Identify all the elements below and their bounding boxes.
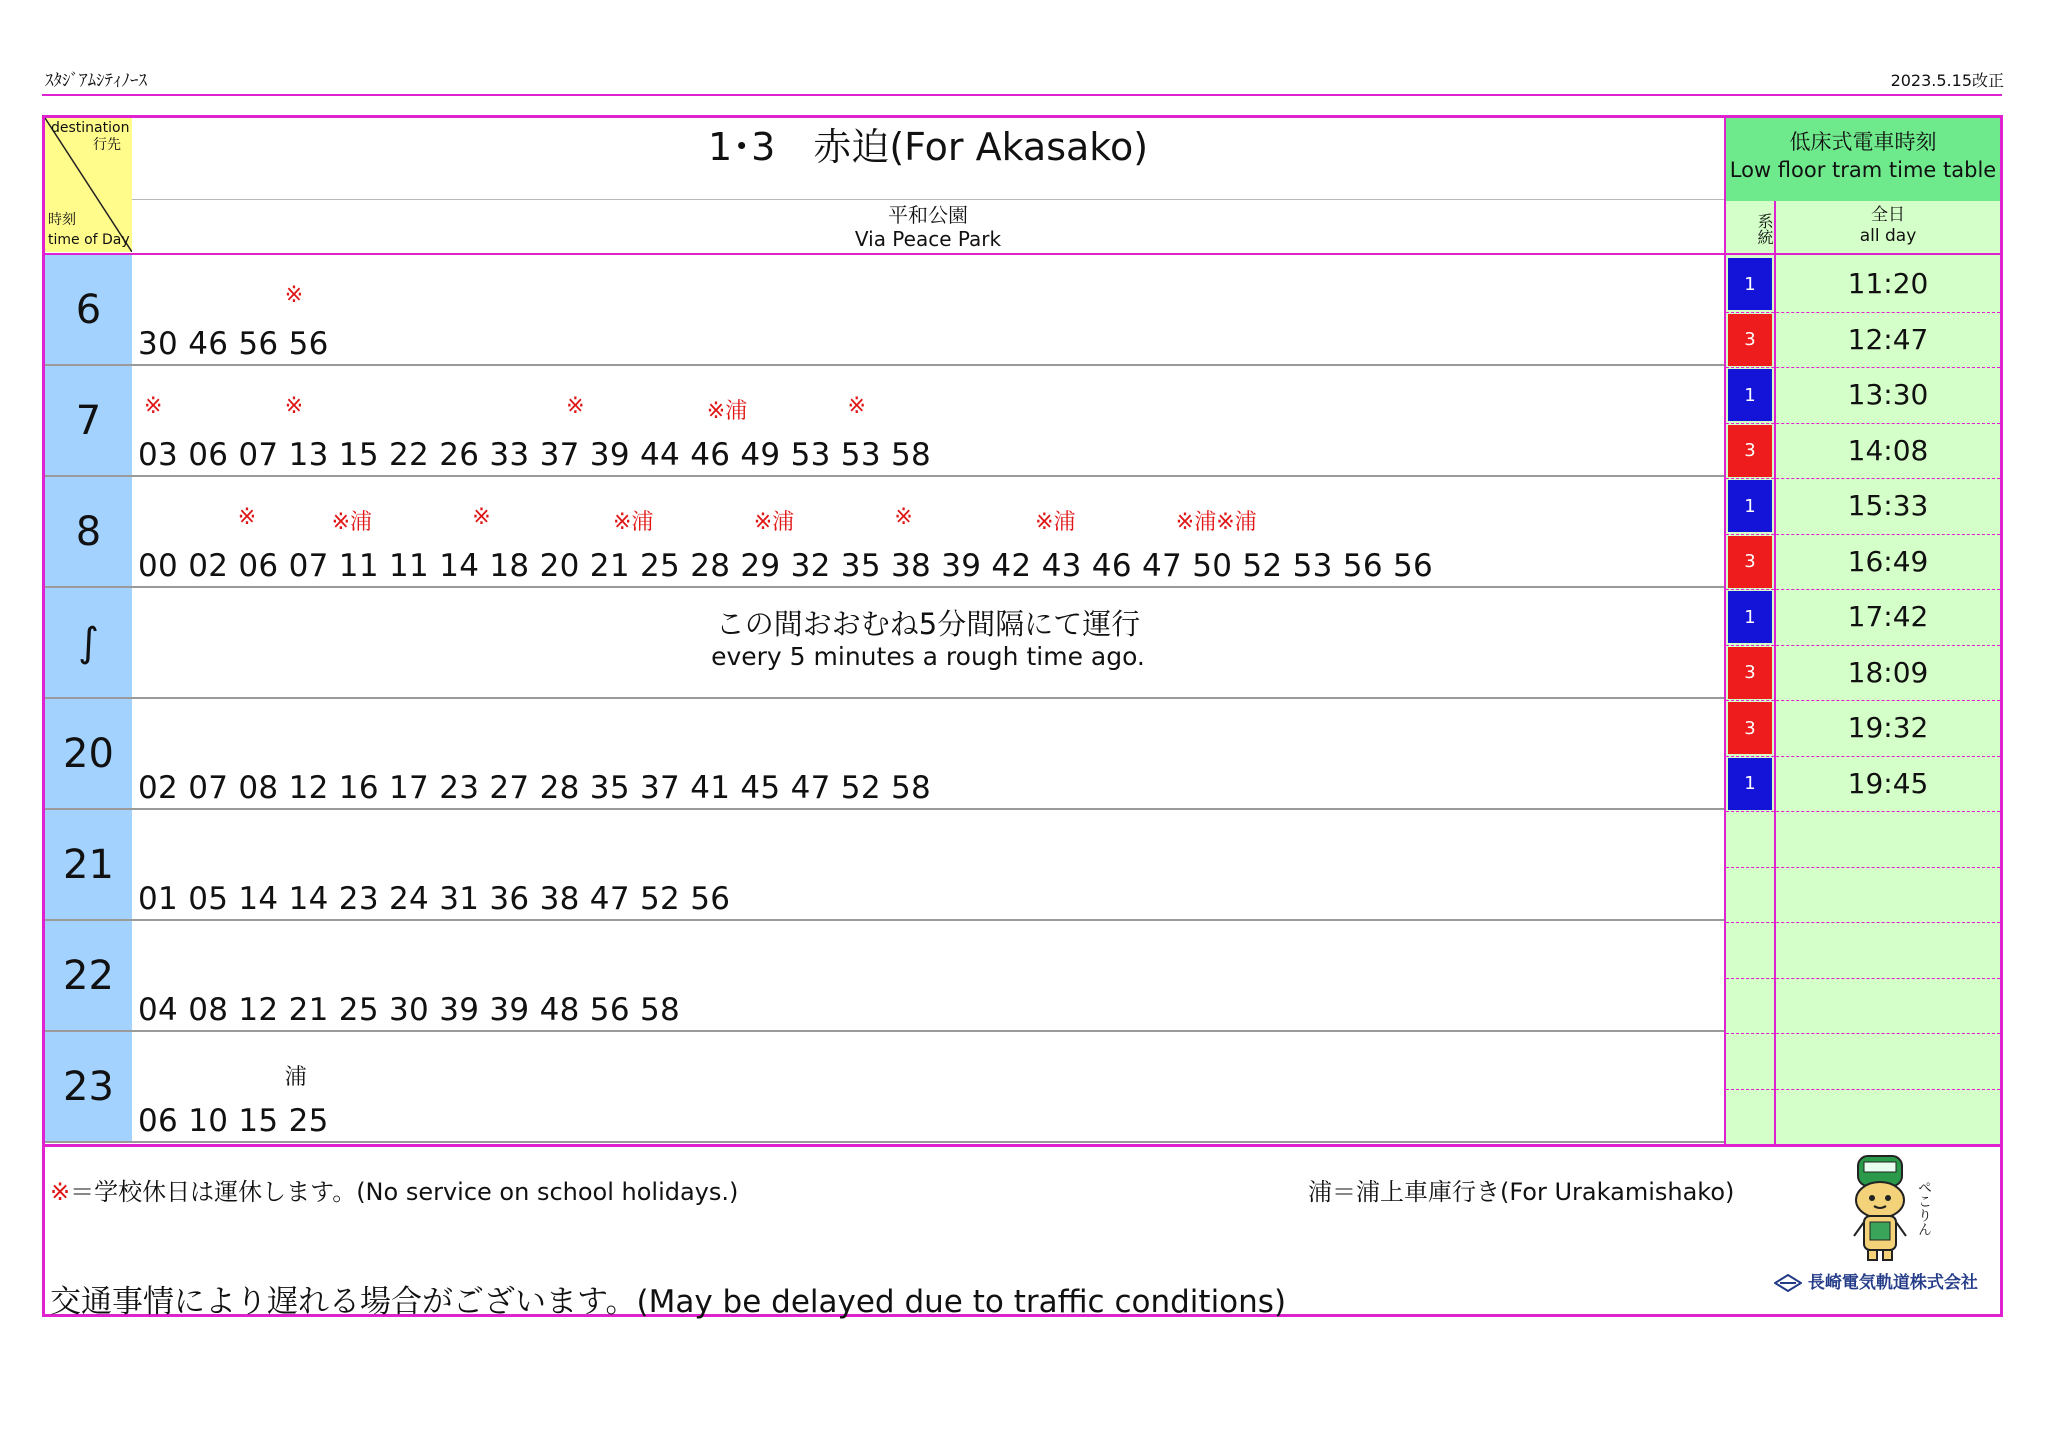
- low-floor-row-divider: [1726, 978, 2000, 979]
- delay-note: 交通事情により遅れる場合がございます。(May be delayed due to traffic conditions): [50, 1284, 1287, 1320]
- low-floor-time: 19:32: [1847, 711, 1929, 744]
- low-floor-time: 18:09: [1847, 655, 1929, 689]
- low-floor-row-divider: [1726, 645, 2000, 646]
- line-column-header: 系統: [1726, 201, 1774, 253]
- departure-minutes: 06 10 15 25: [138, 1103, 329, 1139]
- via-jp: 平和公園: [888, 203, 968, 227]
- low-floor-time: 19:45: [1847, 766, 1929, 800]
- interval-note-en: every 5 minutes a rough time ago.: [711, 642, 1145, 671]
- minute-row: [132, 699, 1724, 808]
- school-holiday-mark: ※: [566, 394, 585, 419]
- school-holiday-mark: ※浦: [331, 510, 373, 535]
- low-floor-row-divider: [1726, 756, 2000, 757]
- departure-minutes: 00 02 06 07 11 11 14 18 20 21 25 28 29 32 35 38 39 42 43 46 47 50 52 53 56 56: [138, 548, 1434, 584]
- school-mark: ※: [50, 1178, 71, 1206]
- corner-destination-jp: 行先: [93, 137, 121, 153]
- low-floor-row-divider: [1726, 478, 2000, 479]
- mascot-bow-text: ぺこりん: [1916, 1180, 1932, 1236]
- minute-row: [132, 255, 1724, 364]
- line-number-badge: 1: [1728, 591, 1772, 643]
- hour-label: ∫: [45, 588, 132, 697]
- low-floor-row-divider: [1726, 867, 2000, 868]
- departure-minutes: 30 46 56 56: [138, 326, 329, 362]
- line-number-badge: 3: [1728, 314, 1772, 366]
- corner-time-en: time of Day: [48, 232, 130, 248]
- minute-row: [132, 810, 1724, 919]
- school-holiday-mark: ※浦: [1035, 510, 1076, 535]
- low-floor-row-divider: [1726, 922, 2000, 923]
- minute-row: [132, 921, 1724, 1030]
- low-floor-time: 16:49: [1847, 544, 1929, 578]
- hour-label: 20: [45, 699, 132, 808]
- low-floor-row-divider: [1726, 367, 2000, 368]
- interval-note-jp: この間おおむね5分間隔にて運行: [715, 607, 1141, 641]
- low-floor-row-divider: [1726, 423, 2000, 424]
- line-number-badge: 1: [1728, 758, 1772, 810]
- minute-row: [132, 477, 1724, 586]
- top-divider: [42, 94, 2002, 96]
- header-divider: [132, 199, 1724, 200]
- low-floor-time: 13:30: [1847, 378, 1929, 411]
- via-label: [132, 201, 1724, 253]
- low-floor-time: 14:08: [1847, 433, 1929, 467]
- school-holiday-mark: ※: [144, 394, 163, 419]
- low-floor-time: 17:42: [1847, 600, 1929, 633]
- day-header-jp: 全日: [1871, 205, 1905, 225]
- departure-minutes: 04 08 12 21 25 30 39 39 48 56 58: [138, 992, 681, 1028]
- school-holiday-mark: ※: [894, 505, 913, 530]
- via-en: Via Peace Park: [854, 227, 1002, 251]
- minute-row: [132, 1032, 1724, 1141]
- low-floor-row-divider: [1726, 700, 2000, 701]
- route-title: 1･3 赤迫(For Akasako): [707, 125, 1149, 169]
- hour-label: 21: [45, 810, 132, 919]
- low-floor-title-en: Low floor tram time table: [1729, 158, 1997, 182]
- corner-time-jp: 時刻: [48, 212, 76, 228]
- low-floor-row-divider: [1726, 534, 2000, 535]
- school-holiday-mark: ※浦※浦: [1175, 510, 1257, 535]
- school-holiday-note: [50, 1172, 738, 1207]
- line-number-badge: 1: [1728, 258, 1772, 310]
- departure-minutes: 03 06 07 13 15 22 26 33 37 39 44 46 49 53 53 58: [138, 437, 932, 473]
- urakami-note: 浦＝浦上車庫行き(For Urakamishako): [1308, 1178, 1735, 1206]
- low-floor-row-divider: [1726, 312, 2000, 313]
- urakami-mark: 浦: [284, 1065, 307, 1090]
- line-number-badge: 1: [1728, 369, 1772, 421]
- day-column-header: [1776, 201, 2000, 253]
- hour-label: 7: [45, 366, 132, 475]
- day-header-en: all day: [1859, 226, 1917, 246]
- low-floor-title-jp: 低床式電車時刻: [1789, 130, 1937, 154]
- school-holiday-mark: ※: [847, 394, 866, 419]
- low-floor-time: 12:47: [1847, 322, 1929, 356]
- minute-row: [132, 366, 1724, 475]
- line-number-badge: 3: [1728, 425, 1772, 477]
- main-right-divider: [1724, 118, 1726, 1144]
- line-number-badge: 3: [1728, 702, 1772, 754]
- header-bottom-divider: [45, 253, 2000, 255]
- company-emblem-icon: [1774, 1274, 1802, 1292]
- hour-label: 23: [45, 1032, 132, 1141]
- low-floor-header: [1726, 118, 2000, 201]
- minute-row: [132, 588, 1724, 697]
- school-holiday-mark: ※浦: [706, 399, 748, 424]
- departure-minutes: 01 05 14 14 23 24 31 36 38 47 52 56: [138, 881, 731, 917]
- low-floor-row-divider: [1726, 811, 2000, 812]
- hour-label: 6: [45, 255, 132, 364]
- departure-minutes: 02 07 08 12 16 17 23 27 28 35 37 41 45 47 52 58: [138, 770, 932, 806]
- school-holiday-mark: ※: [284, 394, 304, 419]
- line-number-badge: 3: [1728, 536, 1772, 588]
- hour-label: 8: [45, 477, 132, 586]
- row-divider: [45, 1141, 1724, 1143]
- school-holiday-mark: ※: [472, 505, 491, 530]
- school-holiday-mark: ※: [284, 283, 304, 308]
- body-bottom-divider: [45, 1144, 2000, 1147]
- low-floor-time: 11:20: [1847, 267, 1929, 300]
- school-holiday-mark: ※浦: [753, 510, 795, 535]
- school-holiday-mark: ※: [237, 505, 257, 530]
- low-floor-row-divider: [1726, 589, 2000, 590]
- revision-date: 2023.5.15改正: [1890, 71, 2004, 90]
- mascot-illustration: [1830, 1150, 1950, 1272]
- stop-name: ｽﾀｼﾞｱﾑｼﾃｨﾉｰｽ: [45, 71, 147, 91]
- low-floor-time: 15:33: [1847, 489, 1929, 522]
- corner-destination-en: destination: [51, 120, 130, 136]
- school-note-text: ＝学校休日は運休します。(No service on school holidays.): [70, 1178, 739, 1206]
- line-number-badge: 1: [1728, 480, 1772, 532]
- line-number-badge: 3: [1728, 647, 1772, 699]
- school-holiday-mark: ※浦: [613, 510, 654, 535]
- low-floor-row-divider: [1726, 1033, 2000, 1034]
- company-logo: [1774, 1268, 1978, 1293]
- hour-label: 22: [45, 921, 132, 1030]
- corner-header: [45, 118, 132, 252]
- company-name: 長崎電気軌道株式会社: [1807, 1273, 1978, 1293]
- low-floor-row-divider: [1726, 1089, 2000, 1090]
